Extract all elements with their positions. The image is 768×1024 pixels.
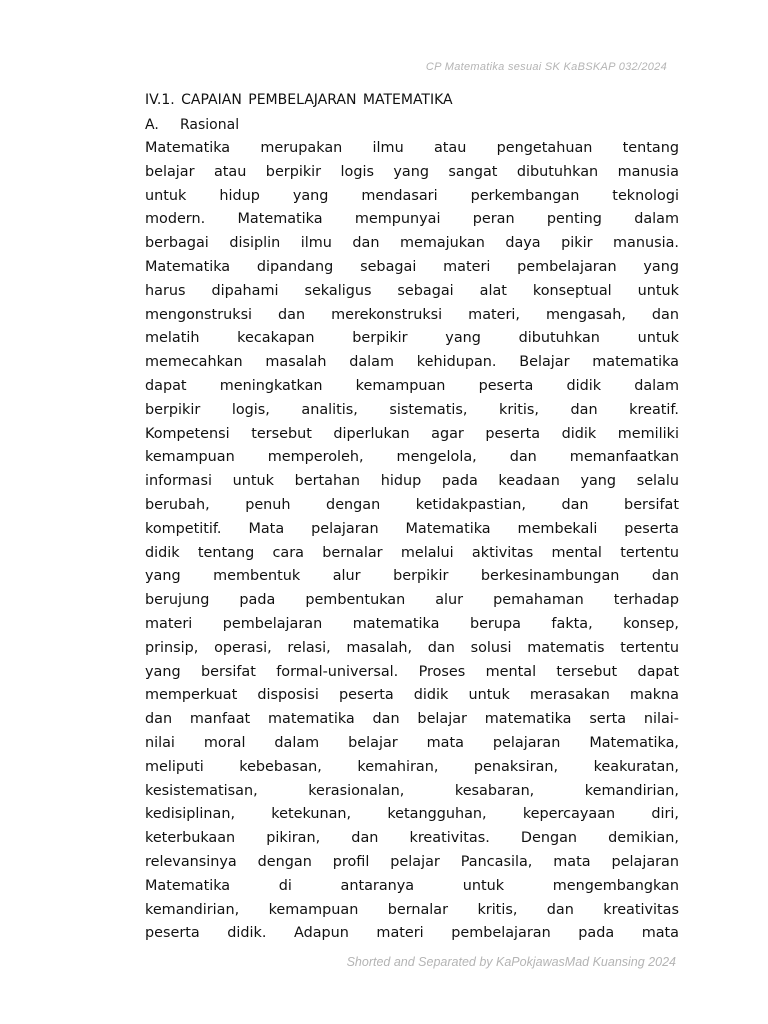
body-line: berbagai disiplin ilmu dan memajukan daya pikir manusia.	[145, 235, 679, 252]
body-line: Matematika merupakan ilmu atau pengetahuan tentang	[145, 140, 679, 156]
body-line: keterbukaan pikiran, dan kreativitas. Dengan demikian,	[145, 830, 679, 847]
body-line: kesistematisan, kerasionalan, kesabaran, kemandirian,	[145, 782, 679, 799]
body-line: kemampuan memperoleh, mengelola, dan memanfaatkan	[145, 449, 679, 466]
body-line: Matematika dipandang sebagai materi pembelajaran yang	[145, 258, 679, 275]
body-line: Kompetensi tersebut diperlukan agar peserta didik memiliki	[145, 425, 679, 442]
running-footer: Shorted and Separated by KaPokjawasMad Kuansing 2024	[346, 955, 676, 969]
running-header: CP Matematika sesuai SK KaBSKAP 032/2024	[425, 61, 667, 73]
subsection-heading	[145, 114, 679, 137]
body-line: kedisiplinan, ketekunan, ketangguhan, kepercayaan diri,	[145, 806, 679, 823]
body-line: informasi untuk bertahan hidup pada keadaan yang selalu	[145, 473, 679, 490]
body-line: berujung pada pembentukan alur pemahaman terhadap	[145, 592, 679, 609]
body-line: berpikir logis, analitis, sistematis, kritis, dan kreatif.	[145, 401, 679, 418]
body-line: prinsip, operasi, relasi, masalah, dan solusi matematis tertentu	[145, 639, 679, 656]
body-line: mengonstruksi dan merekonstruksi materi, mengasah, dan	[145, 306, 679, 323]
body-line: belajar atau berpikir logis yang sangat dibutuhkan manusia	[145, 163, 679, 180]
body-line: yang membentuk alur berpikir berkesinambungan dan	[145, 568, 679, 585]
body-line: relevansinya dengan profil pelajar Pancasila, mata pelajaran	[145, 853, 679, 870]
body-line: harus dipahami sekaligus sebagai alat konseptual untuk	[145, 282, 679, 299]
body-line: dan manfaat matematika dan belajar matematika serta nilai-	[145, 711, 679, 728]
body-line: Matematika di antaranya untuk mengembangkan	[145, 877, 679, 894]
page-content	[145, 89, 679, 946]
subsection-letter: A.	[145, 117, 159, 133]
body-line: memperkuat disposisi peserta didik untuk merasakan makna	[145, 687, 679, 704]
body-line: materi pembelajaran matematika berupa fakta, konsep,	[145, 615, 679, 632]
body-line: modern. Matematika mempunyai peran penting dalam	[145, 211, 679, 228]
body-paragraph	[145, 137, 679, 946]
body-line: berubah, penuh dengan ketidakpastian, dan bersifat	[145, 496, 679, 513]
body-line: yang bersifat formal-universal. Proses mental tersebut dapat	[145, 663, 679, 680]
body-line: dapat meningkatkan kemampuan peserta didik dalam	[145, 377, 679, 394]
body-line: untuk hidup yang mendasari perkembangan teknologi	[145, 187, 679, 204]
body-line: nilai moral dalam belajar mata pelajaran Matematika,	[145, 734, 679, 751]
body-line: didik tentang cara bernalar melalui aktivitas mental tertentu	[145, 544, 679, 561]
body-line: kompetitif. Mata pelajaran Matematika membekali peserta	[145, 520, 679, 537]
body-line: kemandirian, kemampuan bernalar kritis, dan kreativitas	[145, 901, 679, 918]
section-title: IV.1. CAPAIAN PEMBELAJARAN MATEMATIKA	[145, 92, 453, 108]
subsection-title: Rasional	[180, 117, 240, 133]
body-line: meliputi kebebasan, kemahiran, penaksiran, keakuratan,	[145, 758, 679, 775]
body-line: memecahkan masalah dalam kehidupan. Belajar matematika	[145, 354, 679, 371]
body-line: peserta didik. Adapun materi pembelajaran pada mata	[145, 925, 679, 942]
body-line: melatih kecakapan berpikir yang dibutuhkan untuk	[145, 330, 679, 347]
